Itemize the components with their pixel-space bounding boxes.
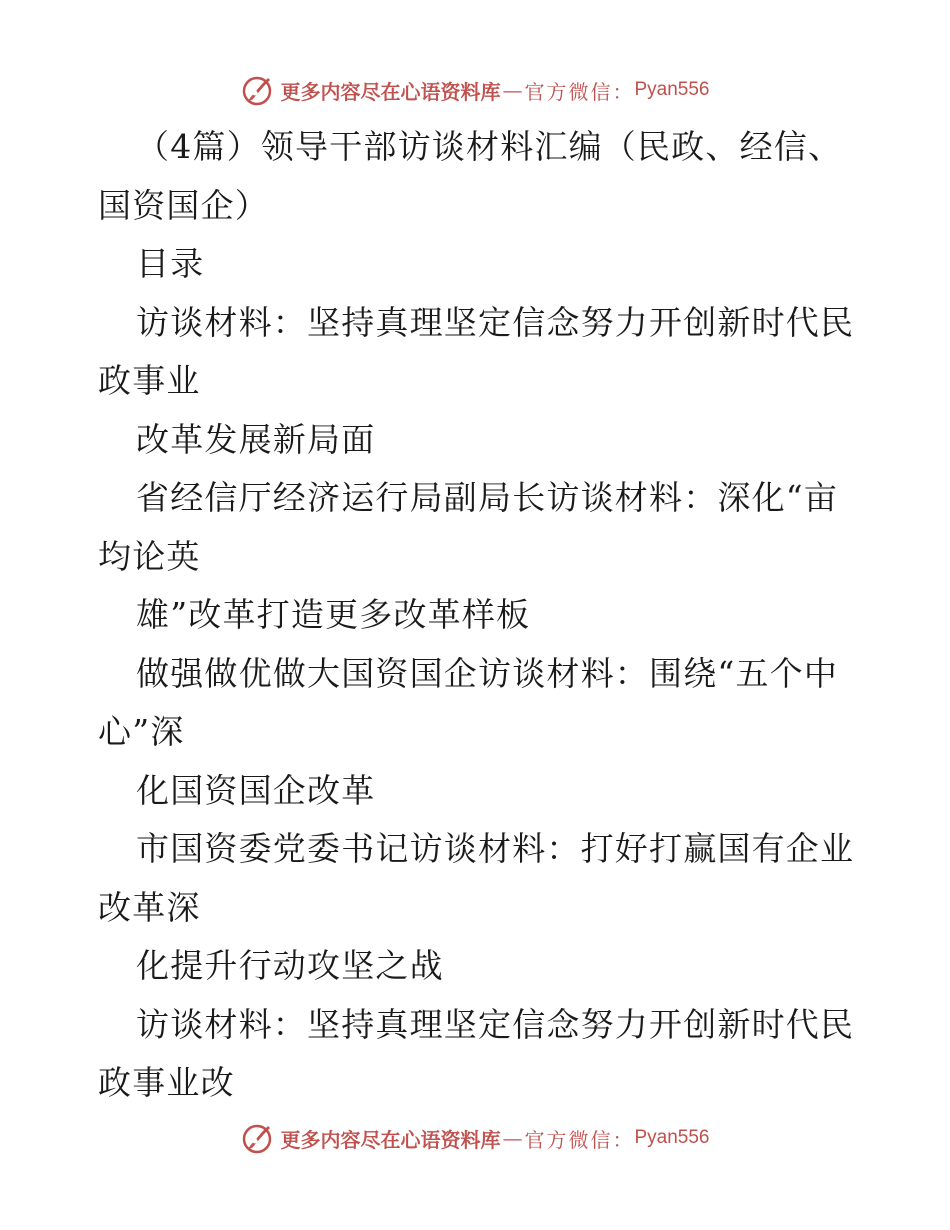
document-line: 访谈材料：坚持真理坚定信念努力开创新时代民 xyxy=(136,1004,855,1044)
document-line: 市国资委党委书记访谈材料：打好打赢国有企业 xyxy=(136,829,855,868)
document-line: 省经信厅经济运行局副局长访谈材料：深化“亩 xyxy=(136,478,839,517)
document-line: 政事业 xyxy=(98,361,201,400)
document-line: 目录 xyxy=(136,244,205,283)
document-body xyxy=(98,118,858,1113)
document-line: 做强做优做大国资国企访谈材料：围绕“五个中 xyxy=(136,653,839,693)
document-line: 雄”改革打造更多改革样板 xyxy=(136,595,531,634)
watermark-separator: — xyxy=(502,78,523,102)
document-line: 化国资国企改革 xyxy=(136,770,376,810)
watermark-label: 官方微信： xyxy=(524,79,635,104)
document-line: 访谈材料：坚持真理坚定信念努力开创新时代民 xyxy=(136,302,855,342)
document-line: 均论英 xyxy=(98,536,201,576)
pen-nib-logo-icon xyxy=(240,1120,276,1156)
document-line: 国资国企） xyxy=(98,185,269,225)
document-line: 化提升行动攻坚之战 xyxy=(136,946,444,985)
document-line: 政事业改 xyxy=(98,1063,235,1102)
document-line: （4篇）领导干部访谈材料汇编（民政、经信、 xyxy=(136,127,843,166)
watermark-wechat-id: Pyan556 xyxy=(634,79,710,100)
document-line: 心”深 xyxy=(98,712,185,751)
watermark-brand-text: 更多内容尽在心语资料库 xyxy=(280,1127,501,1152)
watermark-brand-text: 更多内容尽在心语资料库 xyxy=(280,79,501,104)
footer-watermark xyxy=(0,1118,950,1158)
pen-nib-logo-icon xyxy=(240,72,276,108)
document-line: 改革发展新局面 xyxy=(136,419,376,459)
header-watermark xyxy=(0,70,950,110)
document-line: 改革深 xyxy=(98,887,201,927)
watermark-separator: — xyxy=(502,1126,523,1150)
watermark-label: 官方微信： xyxy=(524,1127,635,1152)
watermark-wechat-id: Pyan556 xyxy=(634,1127,710,1148)
